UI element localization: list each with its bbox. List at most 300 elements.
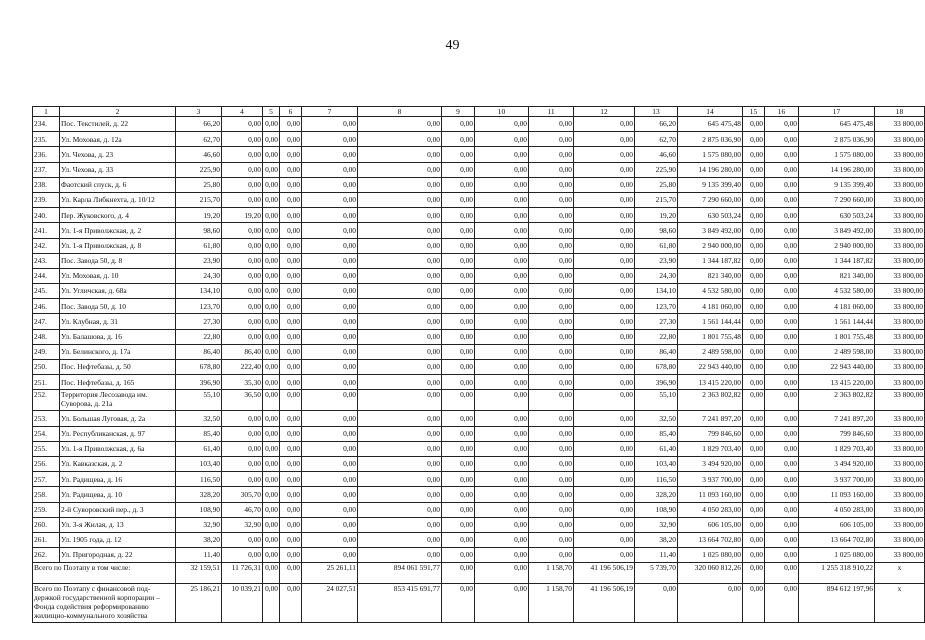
value-cell: 0,00 <box>222 299 263 314</box>
value-cell: 46,70 <box>222 502 263 517</box>
value-cell: 799 846,60 <box>678 426 743 441</box>
summary-value: 0,00 <box>442 563 475 584</box>
value-cell: 0,00 <box>263 344 280 359</box>
table-row <box>33 487 925 502</box>
value-cell: 33 800,00 <box>875 390 925 411</box>
value-cell: 0,00 <box>358 426 442 441</box>
value-cell: 0,00 <box>222 253 263 268</box>
value-cell: 0,00 <box>263 284 280 299</box>
value-cell: 0,00 <box>475 177 529 192</box>
value-cell: 0,00 <box>574 360 635 375</box>
value-cell: 0,00 <box>442 375 475 390</box>
value-cell: 22 943 440,00 <box>678 360 743 375</box>
row-number: 244. <box>33 268 60 283</box>
value-cell: 0,00 <box>475 253 529 268</box>
value-cell: 33 800,00 <box>875 177 925 192</box>
value-cell: 0,00 <box>529 223 574 238</box>
value-cell: 2 875 036,90 <box>799 132 875 147</box>
value-cell: 33 800,00 <box>875 426 925 441</box>
value-cell: 0,00 <box>765 441 799 456</box>
value-cell: 0,00 <box>280 223 302 238</box>
row-number: 239. <box>33 192 60 207</box>
value-cell: 1 829 703,40 <box>678 441 743 456</box>
value-cell: 98,60 <box>635 223 678 238</box>
value-cell: 630 503,24 <box>678 208 743 223</box>
address-cell: Ул. Клубная, д. 31 <box>60 314 176 329</box>
value-cell: 0,00 <box>765 147 799 162</box>
summary-value: 32 159,51 <box>176 563 222 584</box>
value-cell: 0,00 <box>574 517 635 532</box>
value-cell: 0,00 <box>263 441 280 456</box>
value-cell: 0,00 <box>765 548 799 563</box>
row-number: 257. <box>33 472 60 487</box>
value-cell: 0,00 <box>529 208 574 223</box>
value-cell: 0,00 <box>358 329 442 344</box>
column-header: 14 <box>678 107 743 117</box>
value-cell: 0,00 <box>442 411 475 426</box>
table-row <box>33 284 925 299</box>
value-cell: 4 181 060,00 <box>678 299 743 314</box>
value-cell: 123,70 <box>176 299 222 314</box>
value-cell: 0,00 <box>222 329 263 344</box>
value-cell: 0,00 <box>280 532 302 547</box>
value-cell: 0,00 <box>574 117 635 132</box>
value-cell: 1 829 703,40 <box>799 441 875 456</box>
value-cell: 0,00 <box>442 487 475 502</box>
value-cell: 0,00 <box>442 284 475 299</box>
value-cell: 0,00 <box>280 284 302 299</box>
value-cell: 0,00 <box>743 147 765 162</box>
value-cell: 0,00 <box>574 411 635 426</box>
value-cell: 0,00 <box>280 548 302 563</box>
value-cell: 0,00 <box>743 238 765 253</box>
value-cell: 0,00 <box>765 456 799 471</box>
table-row <box>33 532 925 547</box>
value-cell: 0,00 <box>280 456 302 471</box>
value-cell: 14 196 280,00 <box>678 162 743 177</box>
summary-value: 0,00 <box>743 563 765 584</box>
value-cell: 0,00 <box>222 441 263 456</box>
address-cell: 2-й Суворовский пер., д. 3 <box>60 502 176 517</box>
value-cell: 3 494 920,00 <box>799 456 875 471</box>
value-cell: 0,00 <box>222 284 263 299</box>
value-cell: 2 363 802,82 <box>678 390 743 411</box>
value-cell: 0,00 <box>263 208 280 223</box>
value-cell: 0,00 <box>475 472 529 487</box>
value-cell: 0,00 <box>222 223 263 238</box>
address-cell: Ул. Большая Луговая, д. 2а <box>60 411 176 426</box>
value-cell: 13 415 220,00 <box>799 375 875 390</box>
value-cell: 33 800,00 <box>875 238 925 253</box>
value-cell: 0,00 <box>442 314 475 329</box>
value-cell: 0,00 <box>280 268 302 283</box>
value-cell: 0,00 <box>442 147 475 162</box>
value-cell: 33 800,00 <box>875 268 925 283</box>
value-cell: 0,00 <box>529 314 574 329</box>
value-cell: 0,00 <box>263 177 280 192</box>
value-cell: 66,20 <box>635 117 678 132</box>
value-cell: 32,90 <box>635 517 678 532</box>
row-number: 236. <box>33 147 60 162</box>
value-cell: 0,00 <box>475 162 529 177</box>
value-cell: 678,80 <box>635 360 678 375</box>
value-cell: 0,00 <box>222 192 263 207</box>
value-cell: 22,80 <box>635 329 678 344</box>
table-row <box>33 390 925 411</box>
value-cell: 0,00 <box>574 426 635 441</box>
value-cell: 0,00 <box>743 441 765 456</box>
value-cell: 0,00 <box>529 344 574 359</box>
value-cell: 0,00 <box>529 162 574 177</box>
value-cell: 2 940 000,00 <box>799 238 875 253</box>
value-cell: 0,00 <box>765 472 799 487</box>
summary-value: 0,00 <box>743 584 765 623</box>
value-cell: 678,80 <box>176 360 222 375</box>
column-header: 15 <box>743 107 765 117</box>
summary-value: 1 255 318 910,22 <box>799 563 875 584</box>
value-cell: 0,00 <box>765 117 799 132</box>
summary-value: 320 060 812,26 <box>678 563 743 584</box>
value-cell: 0,00 <box>743 344 765 359</box>
value-cell: 0,00 <box>529 253 574 268</box>
summary-value: 25 186,21 <box>176 584 222 623</box>
row-number: 256. <box>33 456 60 471</box>
table-row <box>33 299 925 314</box>
value-cell: 0,00 <box>302 314 358 329</box>
summary-label: Всего по Поэтапу в том числе: <box>33 563 176 584</box>
value-cell: 0,00 <box>358 284 442 299</box>
value-cell: 0,00 <box>475 441 529 456</box>
value-cell: 0,00 <box>302 487 358 502</box>
row-number: 255. <box>33 441 60 456</box>
value-cell: 0,00 <box>475 238 529 253</box>
value-cell: 33 800,00 <box>875 117 925 132</box>
value-cell: 0,00 <box>574 147 635 162</box>
value-cell: 11 093 160,00 <box>799 487 875 502</box>
column-header: 10 <box>475 107 529 117</box>
value-cell: 0,00 <box>529 517 574 532</box>
value-cell: 0,00 <box>529 411 574 426</box>
value-cell: 0,00 <box>302 390 358 411</box>
address-cell: Ул. Радищева, д. 16 <box>60 472 176 487</box>
value-cell: 38,20 <box>176 532 222 547</box>
value-cell: 1 344 187,82 <box>799 253 875 268</box>
address-cell: Ул. Пригородная, д. 22 <box>60 548 176 563</box>
value-cell: 0,00 <box>743 132 765 147</box>
value-cell: 0,00 <box>475 532 529 547</box>
value-cell: 0,00 <box>743 314 765 329</box>
value-cell: 0,00 <box>574 132 635 147</box>
value-cell: 0,00 <box>263 162 280 177</box>
value-cell: 2 489 598,00 <box>799 344 875 359</box>
value-cell: 0,00 <box>280 162 302 177</box>
value-cell: 35,30 <box>222 375 263 390</box>
value-cell: 0,00 <box>358 299 442 314</box>
value-cell: 0,00 <box>475 426 529 441</box>
value-cell: 0,00 <box>574 390 635 411</box>
value-cell: 0,00 <box>358 132 442 147</box>
value-cell: 0,00 <box>574 472 635 487</box>
value-cell: 0,00 <box>302 299 358 314</box>
value-cell: 0,00 <box>442 208 475 223</box>
value-cell: 103,40 <box>635 456 678 471</box>
value-cell: 0,00 <box>743 162 765 177</box>
value-cell: 0,00 <box>263 238 280 253</box>
value-cell: 0,00 <box>280 487 302 502</box>
value-cell: 0,00 <box>222 314 263 329</box>
value-cell: 22 943 440,00 <box>799 360 875 375</box>
value-cell: 66,20 <box>176 117 222 132</box>
value-cell: 0,00 <box>765 411 799 426</box>
value-cell: 4 532 580,00 <box>678 284 743 299</box>
value-cell: 0,00 <box>302 456 358 471</box>
value-cell: 0,00 <box>574 238 635 253</box>
value-cell: 62,70 <box>635 132 678 147</box>
value-cell: 645 475,48 <box>678 117 743 132</box>
value-cell: 0,00 <box>302 208 358 223</box>
value-cell: 2 363 802,82 <box>799 390 875 411</box>
value-cell: 33 800,00 <box>875 548 925 563</box>
value-cell: 0,00 <box>222 426 263 441</box>
value-cell: 0,00 <box>358 441 442 456</box>
value-cell: 0,00 <box>743 360 765 375</box>
value-cell: 0,00 <box>442 223 475 238</box>
value-cell: 0,00 <box>743 390 765 411</box>
value-cell: 0,00 <box>302 192 358 207</box>
summary-value: 0,00 <box>263 563 280 584</box>
value-cell: 0,00 <box>743 472 765 487</box>
table-row <box>33 117 925 132</box>
value-cell: 0,00 <box>574 329 635 344</box>
value-cell: 0,00 <box>280 147 302 162</box>
value-cell: 0,00 <box>442 532 475 547</box>
value-cell: 7 241 897,20 <box>799 411 875 426</box>
value-cell: 1 561 144,44 <box>678 314 743 329</box>
value-cell: 0,00 <box>263 426 280 441</box>
value-cell: 0,00 <box>529 132 574 147</box>
value-cell: 0,00 <box>765 329 799 344</box>
value-cell: 27,30 <box>176 314 222 329</box>
value-cell: 0,00 <box>743 487 765 502</box>
table-row <box>33 223 925 238</box>
value-cell: 0,00 <box>743 284 765 299</box>
value-cell: 0,00 <box>765 299 799 314</box>
value-cell: 0,00 <box>442 390 475 411</box>
value-cell: 0,00 <box>302 502 358 517</box>
row-number: 252. <box>33 390 60 411</box>
value-cell: 0,00 <box>574 284 635 299</box>
value-cell: 0,00 <box>743 548 765 563</box>
value-cell: 4 050 283,00 <box>799 502 875 517</box>
value-cell: 0,00 <box>743 517 765 532</box>
value-cell: 0,00 <box>358 390 442 411</box>
value-cell: 0,00 <box>358 517 442 532</box>
value-cell: 2 940 000,00 <box>678 238 743 253</box>
value-cell: 0,00 <box>743 192 765 207</box>
value-cell: 33 800,00 <box>875 253 925 268</box>
value-cell: 0,00 <box>475 268 529 283</box>
value-cell: 0,00 <box>743 299 765 314</box>
table-row <box>33 238 925 253</box>
summary-value: 5 739,70 <box>635 563 678 584</box>
table-row <box>33 208 925 223</box>
value-cell: 3 494 920,00 <box>678 456 743 471</box>
row-number: 241. <box>33 223 60 238</box>
value-cell: 7 290 660,00 <box>799 192 875 207</box>
value-cell: 0,00 <box>529 177 574 192</box>
summary-value: 0,00 <box>765 584 799 623</box>
value-cell: 0,00 <box>358 117 442 132</box>
value-cell: 2 489 598,00 <box>678 344 743 359</box>
value-cell: 0,00 <box>529 299 574 314</box>
value-cell: 0,00 <box>475 299 529 314</box>
address-cell: Фаотский спуск, д. 6 <box>60 177 176 192</box>
value-cell: 0,00 <box>358 314 442 329</box>
value-cell: 0,00 <box>358 253 442 268</box>
value-cell: 0,00 <box>263 299 280 314</box>
value-cell: 0,00 <box>280 253 302 268</box>
value-cell: 23,90 <box>635 253 678 268</box>
summary-value: 0,00 <box>678 584 743 623</box>
value-cell: 22,80 <box>176 329 222 344</box>
value-cell: 0,00 <box>475 284 529 299</box>
table-row <box>33 472 925 487</box>
value-cell: 0,00 <box>263 532 280 547</box>
value-cell: 0,00 <box>529 502 574 517</box>
value-cell: 0,00 <box>302 147 358 162</box>
address-cell: Ул. Белинского, д. 17а <box>60 344 176 359</box>
column-header: 17 <box>799 107 875 117</box>
value-cell: 0,00 <box>743 411 765 426</box>
value-cell: 0,00 <box>302 162 358 177</box>
row-number: 261. <box>33 532 60 547</box>
value-cell: 0,00 <box>263 117 280 132</box>
value-cell: 86,40 <box>176 344 222 359</box>
value-cell: 0,00 <box>358 360 442 375</box>
table-row <box>33 147 925 162</box>
row-number: 243. <box>33 253 60 268</box>
value-cell: 0,00 <box>222 177 263 192</box>
value-cell: 1 575 080,00 <box>678 147 743 162</box>
value-cell: 4 050 283,00 <box>678 502 743 517</box>
address-cell: Ул. Карла Либкнехта, д. 10/12 <box>60 192 176 207</box>
value-cell: 33 800,00 <box>875 375 925 390</box>
value-cell: 0,00 <box>529 426 574 441</box>
value-cell: 108,90 <box>635 502 678 517</box>
value-cell: 630 503,24 <box>799 208 875 223</box>
value-cell: 0,00 <box>743 532 765 547</box>
value-cell: 23,90 <box>176 253 222 268</box>
value-cell: 4 181 060,00 <box>799 299 875 314</box>
value-cell: 98,60 <box>176 223 222 238</box>
table-row <box>33 360 925 375</box>
value-cell: 0,00 <box>475 344 529 359</box>
value-cell: 33 800,00 <box>875 284 925 299</box>
summary-value: 894 061 591,77 <box>358 563 442 584</box>
address-cell: Пос. Завода 50, д. 8 <box>60 253 176 268</box>
value-cell: 0,00 <box>442 299 475 314</box>
value-cell: 0,00 <box>574 502 635 517</box>
value-cell: 33 800,00 <box>875 162 925 177</box>
value-cell: 108,90 <box>176 502 222 517</box>
value-cell: 38,20 <box>635 532 678 547</box>
value-cell: 0,00 <box>302 238 358 253</box>
row-number: 250. <box>33 360 60 375</box>
value-cell: 0,00 <box>529 238 574 253</box>
value-cell: 0,00 <box>529 375 574 390</box>
value-cell: 3 937 700,00 <box>799 472 875 487</box>
column-header: 4 <box>222 107 263 117</box>
table-row <box>33 177 925 192</box>
value-cell: 0,00 <box>529 147 574 162</box>
value-cell: 0,00 <box>442 238 475 253</box>
value-cell: 0,00 <box>529 532 574 547</box>
value-cell: 9 135 399,40 <box>799 177 875 192</box>
value-cell: 0,00 <box>743 502 765 517</box>
value-cell: 0,00 <box>302 344 358 359</box>
value-cell: 0,00 <box>475 456 529 471</box>
value-cell: 0,00 <box>765 517 799 532</box>
value-cell: 0,00 <box>222 162 263 177</box>
value-cell: 1 801 755,48 <box>799 329 875 344</box>
value-cell: 0,00 <box>222 456 263 471</box>
value-cell: 55,10 <box>176 390 222 411</box>
value-cell: 46,60 <box>176 147 222 162</box>
value-cell: 86,40 <box>222 344 263 359</box>
value-cell: 0,00 <box>529 456 574 471</box>
value-cell: 0,00 <box>442 502 475 517</box>
value-cell: 19,20 <box>222 208 263 223</box>
column-header: 7 <box>302 107 358 117</box>
value-cell: 0,00 <box>263 268 280 283</box>
summary-value: 25 261,11 <box>302 563 358 584</box>
value-cell: 36,50 <box>222 390 263 411</box>
value-cell: 0,00 <box>302 517 358 532</box>
address-cell: Пос. Текстилей, д. 22 <box>60 117 176 132</box>
value-cell: 0,00 <box>280 517 302 532</box>
value-cell: 0,00 <box>222 268 263 283</box>
address-cell: Ул. Чехова, д. 23 <box>60 147 176 162</box>
value-cell: 0,00 <box>475 117 529 132</box>
row-number: 251. <box>33 375 60 390</box>
value-cell: 0,00 <box>263 253 280 268</box>
value-cell: 0,00 <box>574 253 635 268</box>
value-cell: 0,00 <box>442 456 475 471</box>
table-row <box>33 517 925 532</box>
value-cell: 0,00 <box>280 390 302 411</box>
value-cell: 33 800,00 <box>875 472 925 487</box>
table-row <box>33 329 925 344</box>
value-cell: 0,00 <box>280 132 302 147</box>
page-number: 49 <box>445 38 460 53</box>
value-cell: 0,00 <box>743 223 765 238</box>
value-cell: 0,00 <box>358 177 442 192</box>
row-number: 246. <box>33 299 60 314</box>
value-cell: 0,00 <box>280 375 302 390</box>
address-cell: Ул. Чехова, д. 33 <box>60 162 176 177</box>
value-cell: 0,00 <box>302 472 358 487</box>
value-cell: 3 849 492,00 <box>799 223 875 238</box>
summary-value: 1 158,70 <box>529 584 574 623</box>
value-cell: 0,00 <box>574 456 635 471</box>
address-cell: Ул. Радищева, д. 10 <box>60 487 176 502</box>
value-cell: 0,00 <box>529 487 574 502</box>
value-cell: 3 849 492,00 <box>678 223 743 238</box>
value-cell: 55,10 <box>635 390 678 411</box>
value-cell: 0,00 <box>302 532 358 547</box>
total-row <box>33 563 925 584</box>
value-cell: 225,90 <box>635 162 678 177</box>
